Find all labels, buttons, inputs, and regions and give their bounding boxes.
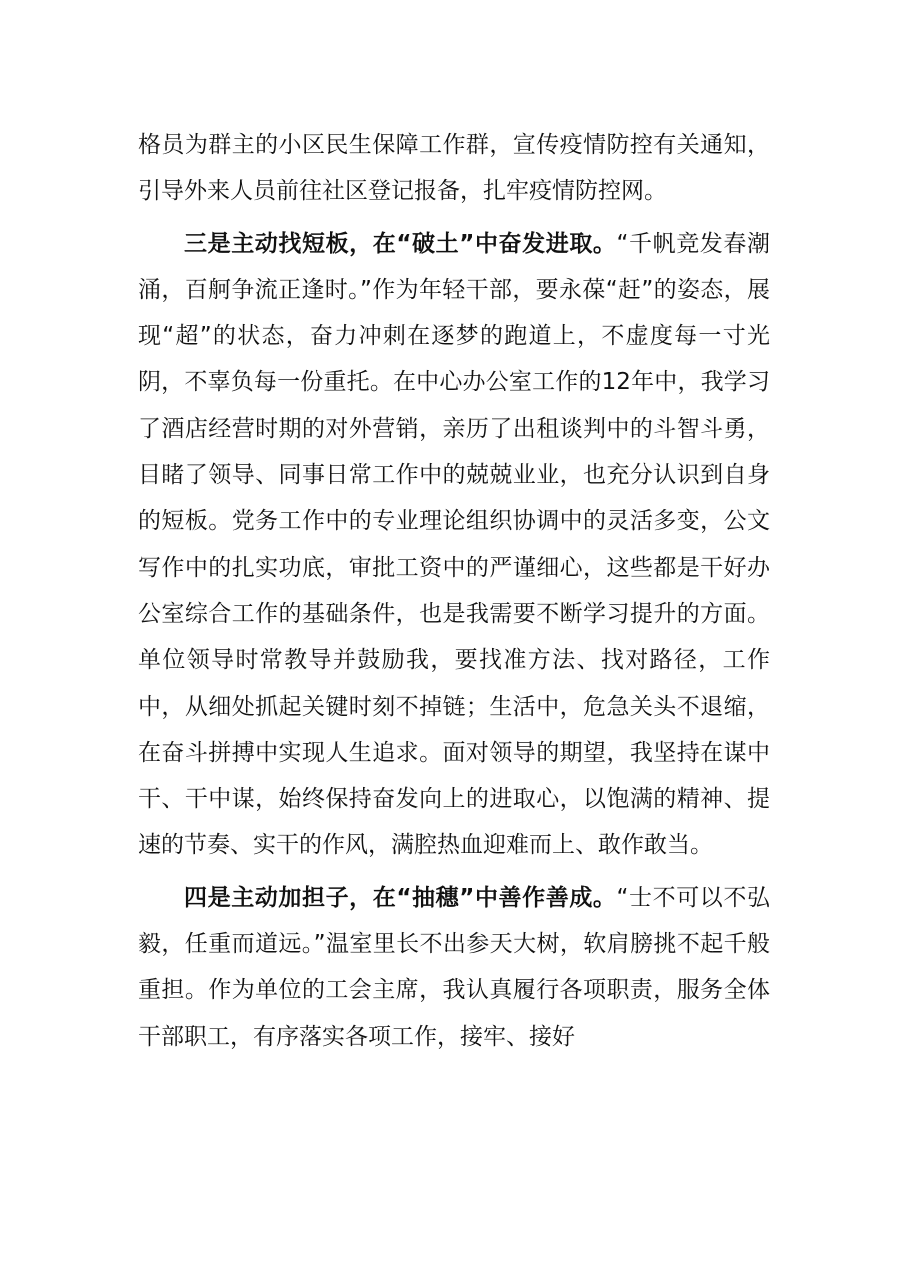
- paragraph-three: [138, 221, 770, 869]
- paragraph-text: “士不可以不弘毅，任重而道远。”温室里长不出参天大树，软肩膀挑不起千般重担。作为单位的工会主席，我认真履行各项职责，服务全体干部职工，有序落实各项工作，接牢、接好: [138, 884, 770, 1050]
- paragraph-lead-heading: 三是主动找短板，在“破土”中奋发进取。: [184, 230, 617, 257]
- paragraph-four: [138, 875, 770, 1060]
- paragraph-continuation: [138, 122, 770, 215]
- paragraph-text: 格员为群主的小区民生保障工作群，宣传疫情防控有关通知，引导外来人员前往社区登记报备，扎牢疫情防控网。: [138, 132, 770, 205]
- paragraph-text: “千帆竞发春潮涌，百舸争流正逢时。”作为年轻干部，要永葆“赶”的姿态，展现“超”的状态，奋力冲刺在逐梦的跑道上，不虚度每一寸光阴，不辜负每一份重托。在中心办公室工作的12年中，我学习了酒店经营时期的对外营销，亲历了出租谈判中的斗智斗勇，目睹了领导、同事日常工作中的兢兢业业，也充分认识到自身的短板。党务工作中的专业理论组织协调中的灵活多变，公文写作中的扎实功底，审批工资中的严谨细心，这些都是干好办公室综合工作的基础条件，也是我需要不断学习提升的方面。单位领导时常教导并鼓励我，要找准方法、找对路径，工作中，从细处抓起关键时刻不掉链；生活中，危急关头不退缩，在奋斗拼搏中实现人生追求。面对领导的期望，我坚持在谋中干、干中谋，始终保持奋发向上的进取心，以饱满的精神、提速的节奏、实干的作风，满腔热血迎难而上、敢作敢当。: [138, 230, 770, 859]
- paragraph-lead-heading: 四是主动加担子，在“抽穗”中善作善成。: [184, 884, 617, 911]
- document-page: [138, 122, 770, 1060]
